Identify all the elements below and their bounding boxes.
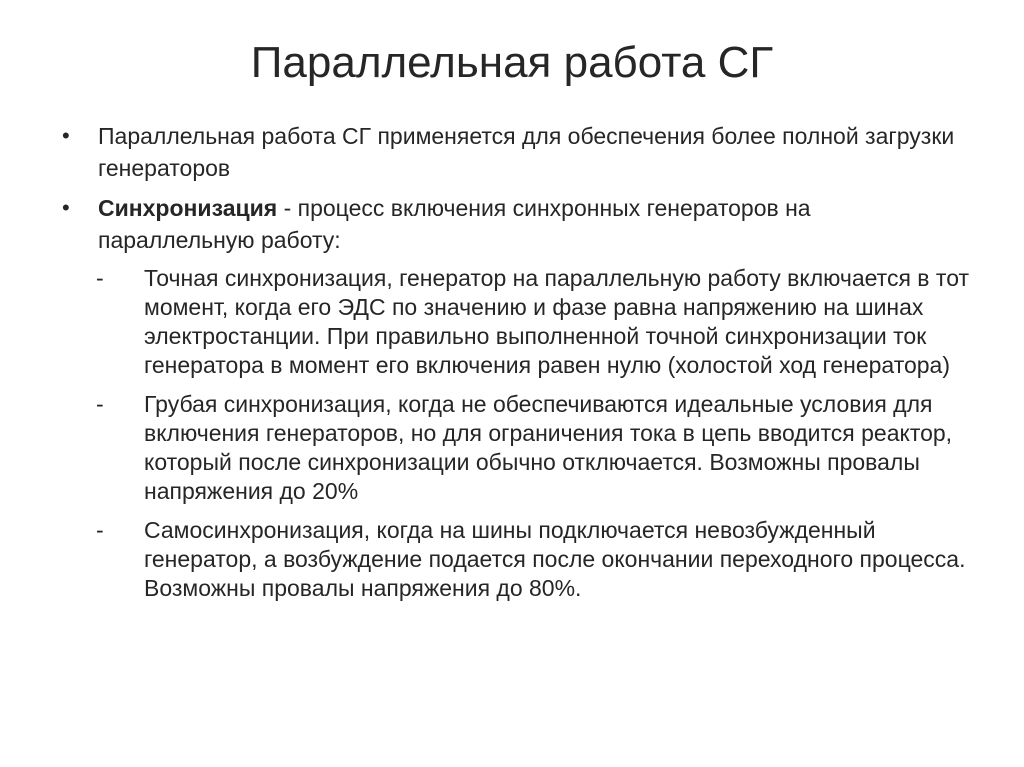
- bullet-text: [98, 192, 972, 256]
- bullet-item: [62, 120, 972, 184]
- sub-item-text: Грубая синхронизация, когда не обеспечиваются идеальные условия для включения генераторов, но для ограничения тока в цепь вводится реактор, который после синхронизации обычно отключается. Возможны провалы напряжения до 20%: [144, 391, 953, 504]
- bullet-definition: - процесс включения синхронных генераторов на параллельную работу:: [98, 195, 811, 253]
- bullet-text: Параллельная работа СГ применяется для обеспечения более полной загрузки генераторов: [98, 123, 955, 181]
- bullet-marker: •: [62, 123, 70, 148]
- slide-content: [62, 120, 972, 613]
- sub-item: [96, 264, 972, 380]
- bullet-marker: •: [62, 195, 70, 220]
- sub-item-marker: -: [96, 391, 104, 417]
- slide-title: Параллельная работа СГ: [250, 38, 774, 87]
- sub-item: [96, 390, 972, 506]
- sub-item: [96, 516, 972, 603]
- bullet-item: [62, 192, 972, 256]
- bullet-term: Синхронизация: [98, 195, 278, 221]
- sub-item-text: Самосинхронизация, когда на шины подключается невозбужденный генератор, а возбуждение подается после окончании переходного процесса. Возможны провалы напряжения до 80%.: [144, 517, 966, 601]
- sub-item-marker: -: [96, 517, 104, 543]
- sub-item-text: Точная синхронизация, генератор на параллельную работу включается в тот момент, когда его ЭДС по значению и фазе равна напряжению на шинах электростанции. При правильно выполненной точной синхронизации ток генератора в момент его включения равен нулю (холостой ход генератора): [144, 265, 970, 378]
- sub-item-marker: -: [96, 265, 104, 291]
